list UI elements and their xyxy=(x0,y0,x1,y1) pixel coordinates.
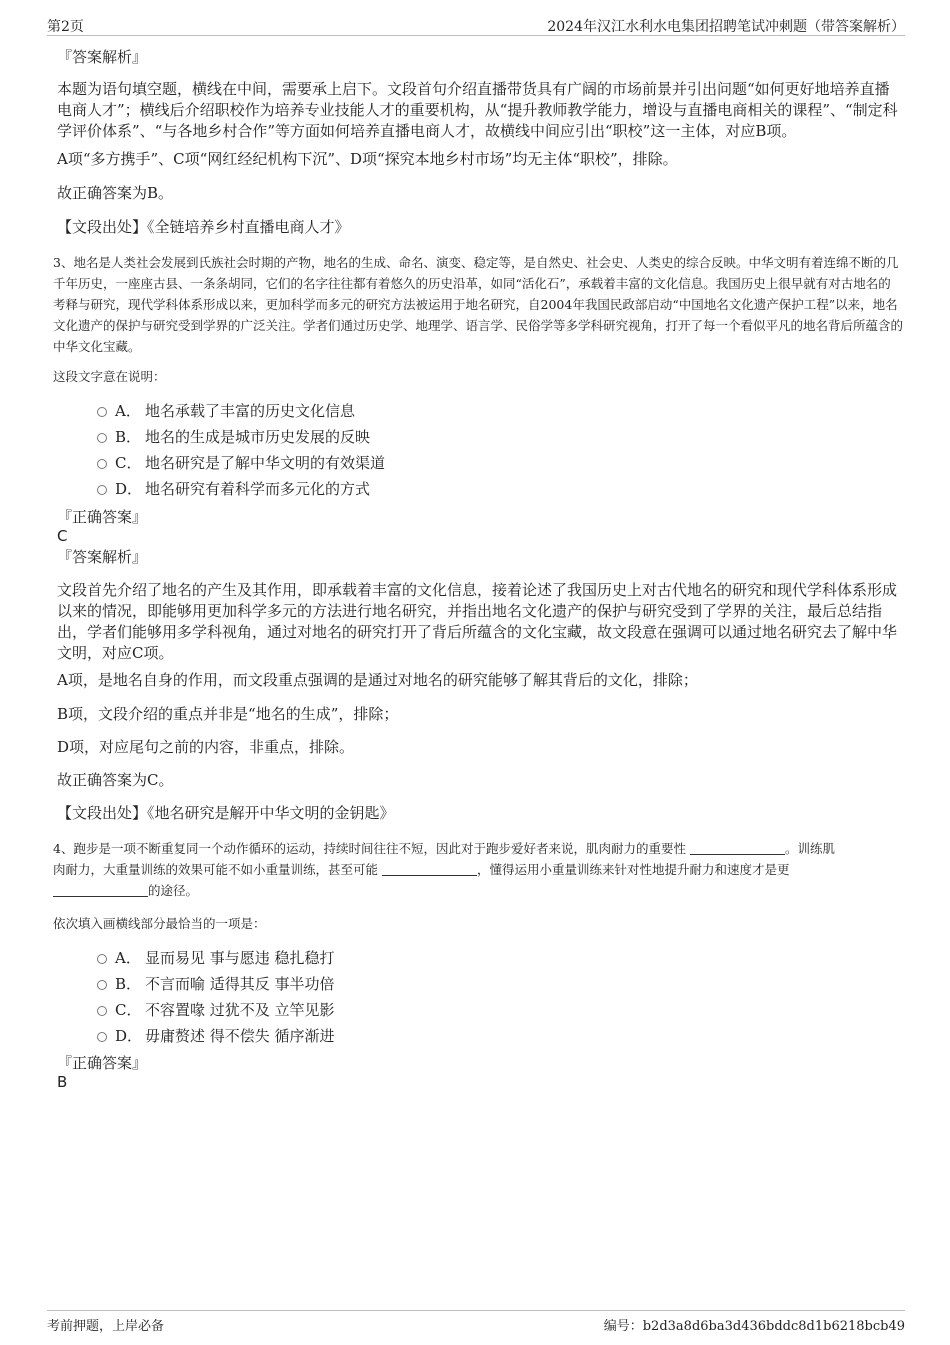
q3-source: 【文段出处】《地名研究是解开中华文明的金钥匙》 xyxy=(57,804,395,822)
radio-icon[interactable] xyxy=(97,433,107,443)
radio-icon[interactable] xyxy=(97,459,107,469)
q4-option-c[interactable] xyxy=(97,1000,335,1020)
q3-prompt: 这段文字意在说明： xyxy=(53,369,166,384)
q3-answer: C xyxy=(57,527,68,545)
q4-prompt: 依次填入画横线部分最恰当的一项是： xyxy=(53,916,266,931)
option-letter: B． xyxy=(115,428,142,446)
document-id: 编号：b2d3a8d6ba3d436bddc8d1b6218bcb49 xyxy=(603,1319,905,1334)
option-letter: A． xyxy=(115,949,141,967)
q3-analysis-paragraph-1: 文段首先介绍了地名的产生及其作用，即承载着丰富的文化信息，接着论述了我国历史上对古代地名的研究和现代学科体系形成以来的情况，即能够用更加科学多元的方法进行地名研究，并指出地名文化遗产的保护与研究受到了学界的关注，最后总结指出，学者们能够用多学科视角，通过对地名的研究打开了背后所蕴含的文化宝藏，故文段意在强调可以通过地名研究去了解中华文明，对应C项。 xyxy=(57,581,898,662)
fill-blank-3 xyxy=(53,883,148,897)
option-letter: C． xyxy=(115,1001,142,1019)
option-text: 不言而喻 适得其反 事半功倍 xyxy=(145,975,335,993)
option-text: 地名研究是了解中华文明的有效渠道 xyxy=(145,454,386,472)
footer-slogan: 考前押题，上岸必备 xyxy=(47,1319,165,1334)
option-letter: D． xyxy=(115,1027,143,1045)
option-text: 不容置喙 过犹不及 立竿见影 xyxy=(145,1001,335,1019)
fill-blank-1 xyxy=(690,841,785,855)
radio-icon[interactable] xyxy=(97,954,107,964)
q3-option-d[interactable] xyxy=(97,479,370,499)
q4-stem-text-4: ，懂得运用小重量训练来针对性地提升耐力和速度才是更 xyxy=(477,862,790,877)
q2-source: 【文段出处】《全链培养乡村直播电商人才》 xyxy=(57,218,350,236)
q4-stem-text-3: 肉耐力，大重量训练的效果可能不如小重量训练，甚至可能 xyxy=(53,862,379,877)
option-text: 毋庸赘述 得不偿失 循序渐进 xyxy=(145,1027,335,1045)
q3-analysis-title: 『答案解析』 xyxy=(57,548,148,566)
radio-icon[interactable] xyxy=(97,1032,107,1042)
q4-answer-title: 『正确答案』 xyxy=(57,1054,148,1072)
q3-option-b[interactable] xyxy=(97,427,370,447)
document-title: 2024年汉江水利水电集团招聘笔试冲刺题（带答案解析） xyxy=(547,19,905,35)
radio-icon[interactable] xyxy=(97,485,107,495)
fill-blank-2 xyxy=(382,862,477,876)
radio-icon[interactable] xyxy=(97,1006,107,1016)
q3-analysis-paragraph-3: B项，文段介绍的重点并非是“地名的生成”，排除； xyxy=(57,705,399,723)
option-text: 地名的生成是城市历史发展的反映 xyxy=(145,428,371,446)
q4-stem-text-2: 。训练肌 xyxy=(784,841,835,856)
radio-icon[interactable] xyxy=(97,980,107,990)
q4-stem xyxy=(53,838,903,901)
option-text: 地名研究有着科学而多元化的方式 xyxy=(145,480,371,498)
q3-option-c[interactable] xyxy=(97,453,385,473)
q4-answer: B xyxy=(57,1073,68,1091)
q4-option-b[interactable] xyxy=(97,974,335,994)
q4-option-d[interactable] xyxy=(97,1026,335,1046)
option-letter: A． xyxy=(115,402,141,420)
page-footer xyxy=(47,1310,905,1333)
q3-stem: 3、地名是人类社会发展到氏族社会时期的产物，地名的生成、命名、演变、稳定等，是自然史、社会史、人类史的综合反映。中华文明有着连绵不断的几千年历史，一座座古县、一条条胡同，它们的名字往往都有着悠久的历史沿革，如同“活化石”，承载着丰富的文化信息。我国历史上很早就有对古地名的考释与研究，现代学科体系形成以来，更加科学而多元的研究方法被运用于地名研究，自2004年我国民政部启动“中国地名文化遗产保护工程”以来，地名文化遗产的保护与研究受到学界的广泛关注。学者们通过历史学、地理学、语言学、民俗学等多学科研究视角，打开了每一个看似平凡的地名背后所蕴含的中华文化宝藏。 xyxy=(53,255,904,354)
q3-analysis-paragraph-4: D项，对应尾句之前的内容，非重点，排除。 xyxy=(57,738,355,756)
q2-analysis-paragraph-1: 本题为语句填空题，横线在中间，需要承上启下。文段首句介绍直播带货具有广阔的市场前景并引出问题“如何更好地培养直播电商人才”；横线后介绍职校作为培养专业技能人才的重要机构，从“提升教师教学能力，增设与直播电商相关的课程”、“制定科学评价体系”、“与各地乡村合作”等方面如何培养直播电商人才，故横线中间应引出“职校”这一主体，对应B项。 xyxy=(57,80,898,140)
q4-option-a[interactable] xyxy=(97,948,335,968)
radio-icon[interactable] xyxy=(97,407,107,417)
option-letter: D． xyxy=(115,480,143,498)
option-letter: B． xyxy=(115,975,142,993)
q3-analysis-paragraph-2: A项，是地名自身的作用，而文段重点强调的是通过对地名的研究能够了解其背后的文化，排除； xyxy=(57,671,698,689)
q2-analysis-paragraph-3: 故正确答案为B。 xyxy=(57,184,174,202)
q4-stem-text-1: 4、跑步是一项不断重复同一个动作循环的运动，持续时间往往不短，因此对于跑步爱好者来说，肌肉耐力的重要性 xyxy=(53,841,686,856)
q3-answer-title: 『正确答案』 xyxy=(57,508,148,526)
page-header xyxy=(47,15,905,36)
option-text: 显而易见 事与愿违 稳扎稳打 xyxy=(145,949,335,967)
q4-stem-text-5: 的途径。 xyxy=(148,883,199,898)
q3-option-a[interactable] xyxy=(97,401,355,421)
q2-analysis-title: 『答案解析』 xyxy=(57,48,148,66)
q2-analysis-paragraph-2: A项“多方携手”、C项“网红经纪机构下沉”、D项“探究本地乡村市场”均无主体“职校”，排除。 xyxy=(57,150,678,168)
option-letter: C． xyxy=(115,454,142,472)
page-number: 第2页 xyxy=(47,19,84,35)
q3-analysis-paragraph-5: 故正确答案为C。 xyxy=(57,771,174,789)
option-text: 地名承载了丰富的历史文化信息 xyxy=(145,402,356,420)
